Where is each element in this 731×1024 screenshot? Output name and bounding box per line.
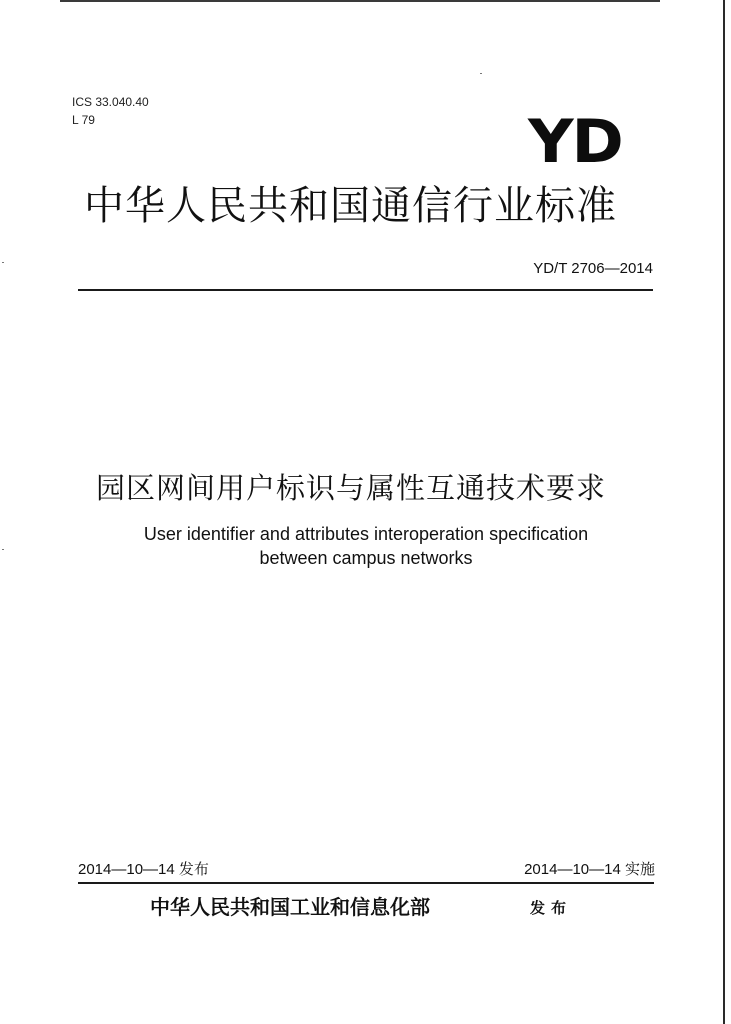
header-divider — [78, 289, 653, 291]
issuer-suffix: 发布 — [530, 899, 573, 917]
yd-logo: YD — [528, 107, 622, 177]
implementation-date: 2014—10—14 实施 — [524, 861, 655, 878]
scan-speck — [480, 73, 482, 74]
scan-speck — [2, 549, 4, 550]
scan-top-edge — [60, 0, 660, 2]
ics-code: ICS 33.040.40 — [72, 95, 149, 109]
document-title-en — [60, 522, 672, 570]
document-title-en-line2: between campus networks — [259, 548, 473, 568]
standard-title: 中华人民共和国通信行业标准 — [84, 183, 617, 229]
ccs-code: L 79 — [72, 113, 95, 127]
standard-number: YD/T 2706—2014 — [533, 260, 653, 277]
scan-speck — [2, 262, 4, 263]
scan-right-edge — [723, 0, 725, 1024]
document-title-cn: 园区网间用户标识与属性互通技术要求 — [96, 471, 607, 505]
issuer-name: 中华人民共和国工业和信息化部 — [150, 895, 430, 919]
issue-date: 2014—10—14 发布 — [78, 861, 209, 878]
document-title-en-line1: User identifier and attributes interoperation specification — [143, 524, 589, 544]
footer-divider — [78, 882, 654, 884]
